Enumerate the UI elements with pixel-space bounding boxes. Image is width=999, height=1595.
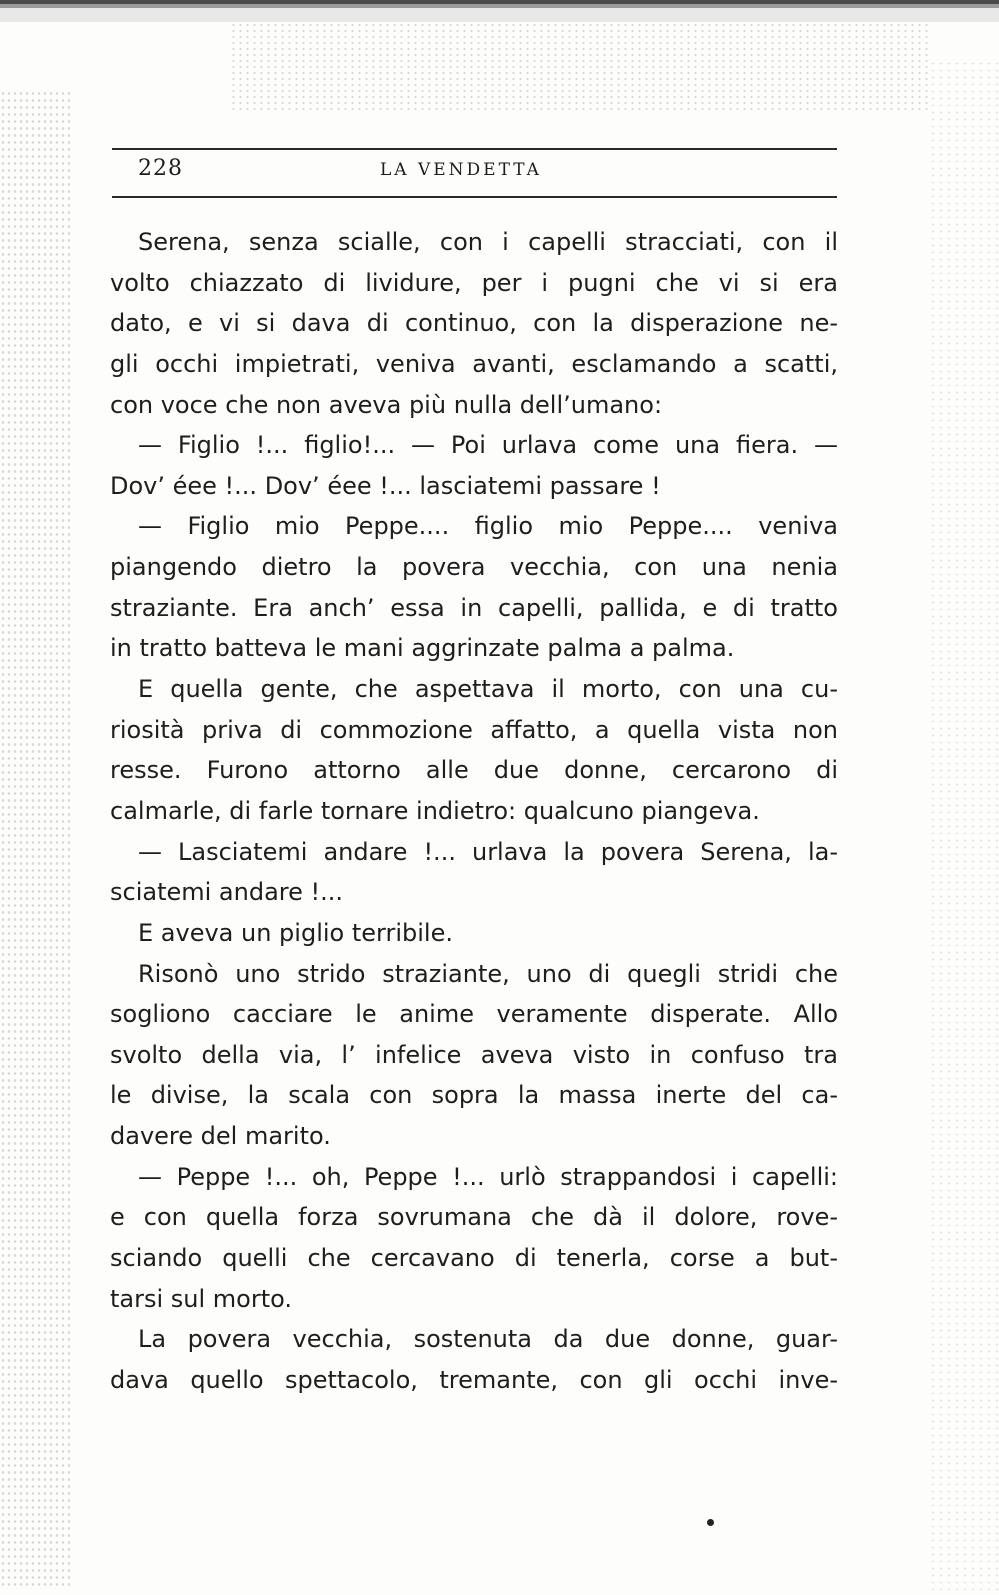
text-line: in tratto batteva le mani aggrinzate palma a palma. <box>110 634 735 663</box>
text-line: le divise, la scala con sopra la massa inerte del ca- <box>110 1081 838 1110</box>
text-line: E aveva un piglio terribile. <box>138 918 453 947</box>
text-line: Dov’ éee !... Dov’ éee !... lasciatemi passare ! <box>110 471 661 500</box>
running-title: LA VENDETTA <box>380 160 542 180</box>
text-line: — Figlio !... figlio!... — Poi urlava come una fiera. — <box>138 431 838 460</box>
text-line: tarsi sul morto. <box>110 1284 293 1313</box>
text-line: dava quello spettacolo, tremante, con gli occhi inve- <box>110 1365 838 1394</box>
text-line: La povera vecchia, sostenuta da due donne, guar- <box>138 1325 838 1354</box>
text-line: Serena, senza scialle, con i capelli stracciati, con il <box>138 228 838 256</box>
text-line: riosità priva di commozione affatto, a quella vista non <box>110 715 838 744</box>
ink-dot <box>707 1519 714 1526</box>
text-line: e con quella forza sovrumana che dà il dolore, rove- <box>110 1203 838 1232</box>
text-line: — Peppe !... oh, Peppe !... urlò strappandosi i capelli: <box>138 1162 838 1191</box>
text-line: sogliono cacciare le anime veramente disperate. Allo <box>110 1000 838 1029</box>
text-line: gli occhi impietrati, veniva avanti, esclamando a scatti, <box>110 349 838 378</box>
scan-noise-right-margin <box>929 60 999 1590</box>
text-line: svolto della via, l’ infelice aveva visto in confuso tra <box>110 1040 838 1069</box>
text-line: con voce che non aveva più nulla dell’umano: <box>110 390 663 419</box>
scan-edge-shadow <box>0 0 999 22</box>
body-text <box>110 222 838 1401</box>
text-line: volto chiazzato di lividure, per i pugni che vi si era <box>110 268 838 297</box>
text-line: davere del marito. <box>110 1122 331 1151</box>
text-line: straziante. Era anch’ essa in capelli, pallida, e di tratto <box>110 593 838 622</box>
text-line: E quella gente, che aspettava il morto, con una cu- <box>138 675 838 704</box>
header-rule-bottom <box>112 196 837 198</box>
header-rule-top <box>112 148 837 150</box>
text-line: calmarle, di farle tornare indietro: qualcuno piangeva. <box>110 796 760 825</box>
text-line: sciatemi andare !... <box>110 878 344 907</box>
page-number: 228 <box>138 156 183 181</box>
text-line: dato, e vi si dava di continuo, con la disperazione ne- <box>110 309 838 338</box>
scan-noise-left-margin <box>0 90 70 1590</box>
text-line: piangendo dietro la povera vecchia, con una nenia <box>110 553 838 582</box>
text-line: — Figlio mio Peppe.... figlio mio Peppe.... veniva <box>138 512 838 541</box>
text-line: — Lasciatemi andare !... urlava la povera Serena, la- <box>138 837 838 866</box>
text-line: sciando quelli che cercavano di tenerla, corse a but- <box>110 1244 838 1273</box>
text-line: Risonò uno strido straziante, uno di quegli stridi che <box>138 959 838 988</box>
scan-noise-top <box>230 22 930 112</box>
text-line: resse. Furono attorno alle due donne, cercarono di <box>110 756 838 785</box>
